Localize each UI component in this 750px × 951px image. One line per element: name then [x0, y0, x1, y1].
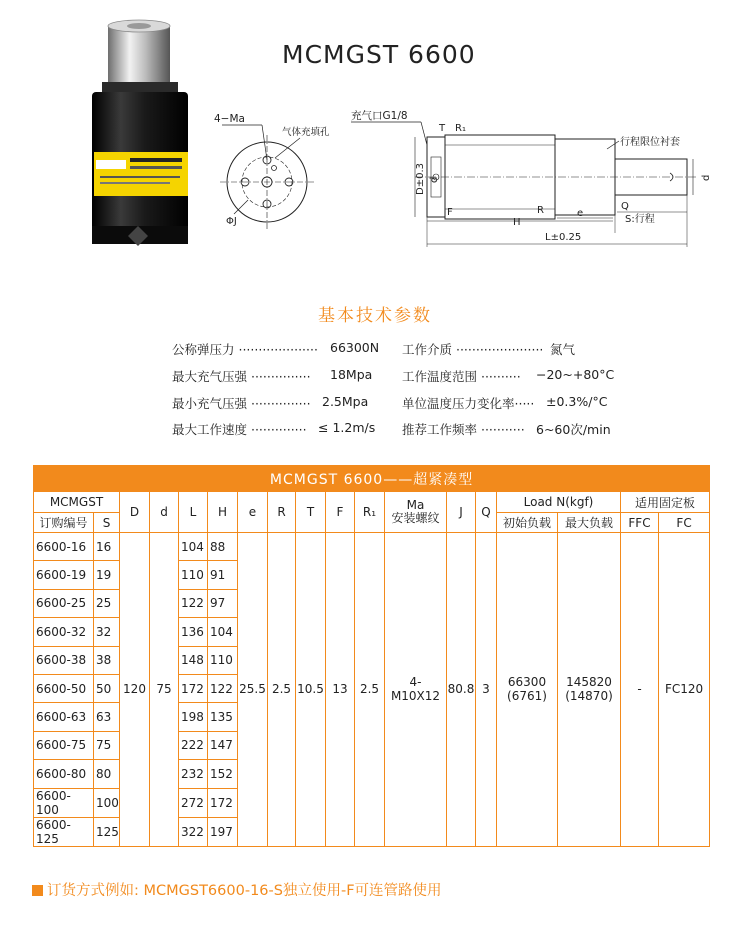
- cell-h: 88: [208, 533, 238, 561]
- spec-label-6: 工作温度范围 ··········: [402, 369, 521, 384]
- load-max-n: 145820: [566, 675, 612, 690]
- hdr-R: R: [268, 492, 296, 533]
- cell-h: 110: [208, 646, 238, 674]
- spec-value-1: 66300N: [330, 340, 380, 355]
- order-example-text: 订货方式例如: MCMGST6600-16-S独立使用-F可连管路使用: [47, 883, 442, 899]
- cell-l: 322: [179, 817, 208, 846]
- cell-l: 198: [179, 703, 208, 731]
- cell-s: 16: [94, 533, 120, 561]
- cell-s: 38: [94, 646, 120, 674]
- spec-value-5: 氮气: [550, 342, 576, 357]
- cell-l: 172: [179, 674, 208, 702]
- label-t: T: [439, 123, 446, 134]
- label-d-lower: d: [429, 176, 440, 183]
- cell-h: 147: [208, 731, 238, 759]
- hdr-s: S: [94, 513, 120, 533]
- cell-s: 50: [94, 674, 120, 702]
- cell-l: 148: [179, 646, 208, 674]
- hdr-ffc: FFC: [621, 513, 659, 533]
- table-row: [34, 533, 710, 561]
- hdr-H: H: [208, 492, 238, 533]
- cell-l: 110: [179, 561, 208, 589]
- cell-s: 100: [94, 788, 120, 817]
- label-r: R: [537, 205, 544, 216]
- label-e: e: [577, 208, 584, 219]
- label-ma: 4−Ma: [214, 113, 245, 125]
- cell-s: 75: [94, 731, 120, 759]
- cell-ffc: -: [621, 533, 659, 847]
- cell-Q: 3: [476, 533, 497, 847]
- spec-label-5: 工作介质 ······················: [402, 342, 544, 357]
- cell-s: 19: [94, 561, 120, 589]
- spec-label-4: 最大工作速度 ··············: [172, 422, 307, 437]
- gas-spring-photo: [80, 12, 200, 257]
- cell-model: 6600-63: [34, 703, 94, 731]
- cell-h: 122: [208, 674, 238, 702]
- cell-model: 6600-80: [34, 760, 94, 788]
- cell-model: 6600-19: [34, 561, 94, 589]
- table-title: MCMGST 6600——超紧凑型: [34, 466, 710, 492]
- cell-e: 25.5: [238, 533, 268, 847]
- cell-fc: FC120: [659, 533, 710, 847]
- load-initial-n: 66300: [507, 675, 547, 690]
- side-view-drawing: [345, 105, 745, 255]
- hdr-L: L: [179, 492, 208, 533]
- cell-model: 6600-32: [34, 618, 94, 646]
- label-q: Q: [621, 201, 629, 212]
- cell-h: 104: [208, 618, 238, 646]
- hdr-ma: [385, 492, 447, 533]
- section-title: 基本技术参数: [318, 306, 432, 326]
- cell-s: 32: [94, 618, 120, 646]
- cell-l: 122: [179, 589, 208, 617]
- label-h: H: [513, 217, 521, 228]
- hdr-Q: Q: [476, 492, 497, 533]
- cell-h: 135: [208, 703, 238, 731]
- hdr-d: d: [150, 492, 179, 533]
- cell-load-initial: [497, 533, 558, 847]
- spec-table: [33, 465, 709, 847]
- hdr-load: Load N(kgf): [497, 492, 621, 513]
- label-d-upper: D±0.3: [415, 163, 426, 195]
- label-r1: R₁: [455, 123, 466, 134]
- order-example-note: [32, 879, 442, 900]
- cell-l: 232: [179, 760, 208, 788]
- hdr-model-group: MCMGST: [34, 492, 120, 513]
- cell-s: 63: [94, 703, 120, 731]
- cell-model: 6600-50: [34, 674, 94, 702]
- label-fill-hole: 气体充填孔: [282, 127, 330, 138]
- spec-value-7: ±0.3%/°C: [546, 394, 608, 409]
- label-s: S:行程: [625, 214, 655, 225]
- cell-h: 91: [208, 561, 238, 589]
- page-title: MCMGST 6600: [282, 40, 476, 69]
- spec-value-6: −20~+80°C: [536, 367, 615, 382]
- spec-label-3: 最小充气压强 ···············: [172, 396, 311, 411]
- load-initial-kgf: (6761): [507, 689, 547, 704]
- cell-D: 120: [120, 533, 150, 847]
- label-f: F: [447, 207, 453, 218]
- cell-d: 75: [150, 533, 179, 847]
- cell-s: 80: [94, 760, 120, 788]
- spec-label-7: 单位温度压力变化率·····: [402, 396, 535, 411]
- cell-model: 6600-16: [34, 533, 94, 561]
- front-view-drawing: [212, 110, 342, 240]
- spec-value-2: 18Mpa: [330, 367, 373, 382]
- cell-model: 6600-38: [34, 646, 94, 674]
- hdr-e: e: [238, 492, 268, 533]
- spec-label-1: 公称弹压力 ····················: [172, 342, 318, 357]
- hdr-plate: 适用固定板: [621, 492, 710, 513]
- label-inlet: 充气口G1/8: [351, 110, 408, 122]
- cell-l: 222: [179, 731, 208, 759]
- cell-load-max: [558, 533, 621, 847]
- load-max-kgf: (14870): [565, 689, 613, 704]
- hdr-R1: R₁: [355, 492, 385, 533]
- cell-s: 125: [94, 817, 120, 846]
- spec-value-3: 2.5Mpa: [322, 394, 369, 409]
- cell-R1: 2.5: [355, 533, 385, 847]
- cell-model: 6600-125: [34, 817, 94, 846]
- hdr-F: F: [326, 492, 355, 533]
- cell-h: 197: [208, 817, 238, 846]
- hdr-ma-main: Ma: [406, 498, 425, 512]
- label-j: ΦJ: [226, 216, 237, 227]
- hdr-load-initial: 初始负载: [497, 513, 558, 533]
- cell-h: 97: [208, 589, 238, 617]
- cell-J: 80.8: [447, 533, 476, 847]
- spec-label-8: 推荐工作频率 ···········: [402, 422, 525, 437]
- hdr-J: J: [447, 492, 476, 533]
- hdr-fc: FC: [659, 513, 710, 533]
- spec-value-8: 6~60次/min: [536, 422, 611, 437]
- cell-h: 152: [208, 760, 238, 788]
- cell-R: 2.5: [268, 533, 296, 847]
- hdr-ma-sub: 安装螺纹: [391, 511, 440, 525]
- cell-ma: 4-M10X12: [385, 533, 447, 847]
- cell-l: 104: [179, 533, 208, 561]
- hdr-order-no: 订购编号: [34, 513, 94, 533]
- label-d-rod: d: [701, 174, 712, 181]
- bullet-square-icon: [32, 885, 43, 896]
- label-stroke-sleeve: 行程限位衬套: [620, 137, 680, 148]
- cell-T: 10.5: [296, 533, 326, 847]
- cell-F: 13: [326, 533, 355, 847]
- cell-s: 25: [94, 589, 120, 617]
- cell-h: 172: [208, 788, 238, 817]
- cell-model: 6600-100: [34, 788, 94, 817]
- spec-label-2: 最大充气压强 ···············: [172, 369, 311, 384]
- hdr-load-max: 最大负载: [558, 513, 621, 533]
- cell-l: 136: [179, 618, 208, 646]
- hdr-D: D: [120, 492, 150, 533]
- hdr-T: T: [296, 492, 326, 533]
- cell-l: 272: [179, 788, 208, 817]
- label-l: L±0.25: [545, 232, 582, 243]
- spec-value-4: ≤ 1.2m/s: [318, 420, 376, 435]
- cell-model: 6600-25: [34, 589, 94, 617]
- cell-model: 6600-75: [34, 731, 94, 759]
